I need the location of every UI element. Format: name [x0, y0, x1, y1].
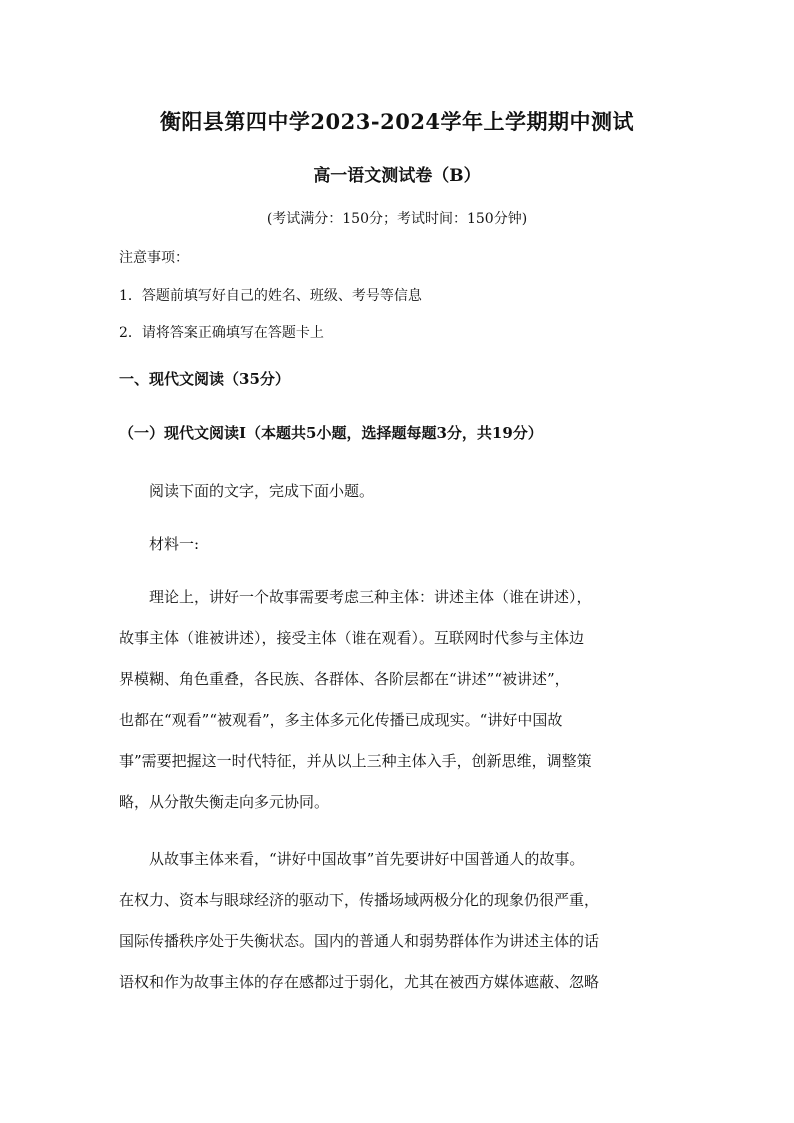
paragraph-line: 事”需要把握这一时代特征，并从以上三种主体入手，创新思维，调整策	[119, 752, 592, 770]
section-heading: 一、现代文阅读（35分）	[119, 370, 290, 388]
notice-item: 1．答题前填写好自己的姓名、班级、考号等信息	[119, 288, 422, 304]
paragraph-line: 理论上，讲好一个故事需要考虑三种主体：讲述主体（谁在讲述），	[149, 588, 592, 606]
notice-item: 2．请将答案正确填写在答题卡上	[119, 325, 324, 341]
paragraph-line: 故事主体（谁被讲述），接受主体（谁在观看）。互联网时代参与主体边	[119, 629, 585, 647]
instruction-text: 阅读下面的文字，完成下面小题。	[149, 482, 375, 500]
paragraph-line: 国际传播秩序处于失衡状态。国内的普通人和弱势群体作为讲述主体的话	[119, 932, 600, 950]
paragraph-line: 也都在“观看”“被观看”，多主体多元化传播已成现实。“讲好中国故	[119, 711, 563, 729]
paragraph-line: 从故事主体来看，“讲好中国故事”首先要讲好中国普通人的故事。	[149, 850, 585, 868]
notice-title: 注意事项：	[119, 250, 189, 266]
paragraph-line: 在权力、资本与眼球经济的驱动下，传播场域两极分化的现象仍很严重，	[119, 891, 600, 909]
exam-subtitle: 高一语文测试卷（B）	[313, 166, 481, 186]
paragraph-line: 界模糊、角色重叠，各民族、各群体、各阶层都在“讲述”“被讲述”，	[119, 670, 570, 688]
exam-info: (考试满分：150分；考试时间：150分钟)	[266, 211, 528, 227]
sub-section-heading: （一）现代文阅读Ⅰ（本题共5小题，选择题每题3分，共19分）	[119, 424, 543, 442]
material-label: 材料一:	[149, 535, 200, 553]
paragraph-line: 略，从分散失衡走向多元协同。	[119, 793, 330, 811]
exam-title: 衡阳县第四中学2023-2024学年上学期期中测试	[159, 109, 635, 134]
paragraph-line: 语权和作为故事主体的存在感都过于弱化，尤其在被西方媒体遮蔽、忽略	[119, 973, 600, 991]
